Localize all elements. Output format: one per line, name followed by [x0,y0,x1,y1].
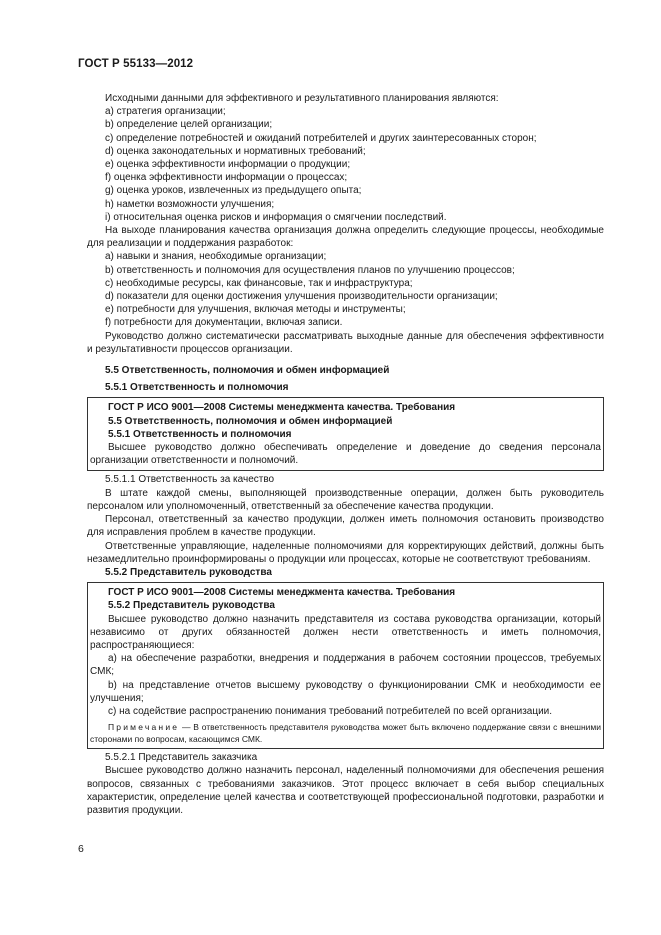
box-subheading: 5.5.2 Представитель руководства [108,600,275,612]
section-heading-5-5-1-1: 5.5.1.1 Ответственность за качество [105,474,275,486]
list-item: а) навыки и знания, необходимые организации; [105,251,327,263]
standard-quote-box-2 [87,582,604,749]
output-lead: На выходе планирования качества организация должна определить следующие процессы, необходимые для реализации и поддержания разработок: [87,225,604,250]
output-closing: Руководство должно систематически рассматривать выходные данные для обеспечения эффективности и результативности процессов организации. [87,330,604,355]
list-item: с) на содействие распространению понимания требований потребителей по всей организации. [108,705,553,717]
output-list [87,250,604,329]
box-title: ГОСТ Р ИСО 9001—2008 Системы менеджмента качества. Требования [108,402,456,414]
box-subheading: 5.5.1 Ответственность и полномочия [108,428,292,440]
list-item: b) определение целей организации; [105,119,273,131]
box-text: Высшее руководство должно обеспечивать определение и доведение до сведения персонала организации ответственности и полномочий. [90,442,601,467]
list-item: с) необходимые ресурсы, как финансовые, так и инфраструктура; [105,277,413,289]
list-item: а) на обеспечение разработки, внедрения и поддержания в рабочем состоянии процессов, требуемых СМК; [90,653,601,678]
list-item: а) стратегия организации; [105,106,226,118]
note-text: — В ответственность представителя руководства может быть включено поддержание связи с внешними сторонами по вопросам, касающимся СМК. [90,722,601,745]
paragraph: В штате каждой смены, выполняющей производственные операции, должен быть руководитель персоналом или уполномоченный, ответственный за обеспечение качества продукции. [87,487,604,512]
section-heading-5-5-2-1: 5.5.2.1 Представитель заказчика [105,752,258,764]
box-title: ГОСТ Р ИСО 9001—2008 Системы менеджмента качества. Требования [108,587,456,599]
list-item: i) относительная оценка рисков и информация о смягчении последствий. [105,211,447,223]
list-item: g) оценка уроков, извлеченных из предыдущего опыта; [105,185,362,197]
section-heading-5-5: 5.5 Ответственность, полномочия и обмен информацией [105,365,390,377]
section-heading-5-5-2: 5.5.2 Представитель руководства [105,566,272,578]
intro-list [87,105,604,224]
note-label: Примечание [108,722,180,733]
note [90,721,601,745]
list-item: е) оценка эффективности информации о продукции; [105,159,351,171]
list-item: d) оценка законодательных и нормативных требований; [105,145,366,157]
list-item: f) потребности для документации, включая записи. [105,317,343,329]
document-header: ГОСТ Р 55133—2012 [78,58,194,70]
box-subheading: 5.5 Ответственность, полномочия и обмен информацией [108,415,393,427]
intro-lead: Исходными данными для эффективного и результативного планирования являются: [105,93,499,104]
list-item: h) наметки возможности улучшения; [105,198,275,210]
paragraph: Высшее руководство должно назначить персонал, наделенный полномочиями для обеспечения решения вопросов, связанных с требованиями заказчиков. Этот процесс включает в себя выбор специальных характеристик, определение целей качества и соответствующей профессиональной подготовки, разработки и развития продукции. [87,765,604,816]
list-item: е) потребности для улучшения, включая методы и инструменты; [105,304,406,316]
list-item: f) оценка эффективности информации о процессах; [105,172,348,184]
page-number: 6 [78,843,84,855]
list-item: с) определение потребностей и ожиданий потребителей и других заинтересованных сторон; [105,132,537,144]
paragraph: Персонал, ответственный за качество продукции, должен иметь полномочия остановить производство для исправления проблем в качестве продукции. [87,514,604,539]
list-item: b) на представление отчетов высшему руководству о функционировании СМК и необходимости ее улучшения; [90,679,601,704]
box-text: Высшее руководство должно назначить представителя из состава руководства организации, который независимо от других обязанностей должен нести ответственность и иметь полномочия, распространяющиеся: [90,613,601,651]
page-content [87,92,604,817]
standard-quote-box-1 [87,397,604,471]
paragraph: Ответственные управляющие, наделенные полномочиями для корректирующих действий, должны быть незамедлительно проинформированы о продукции или процессах, которые не соответствуют требованиям. [87,540,604,565]
list-item: d) показатели для оценки достижения улучшения производительности организации; [105,291,498,303]
list-item: b) ответственность и полномочия для осуществления планов по улучшению процессов; [105,264,515,276]
section-heading-5-5-1: 5.5.1 Ответственность и полномочия [105,382,289,394]
